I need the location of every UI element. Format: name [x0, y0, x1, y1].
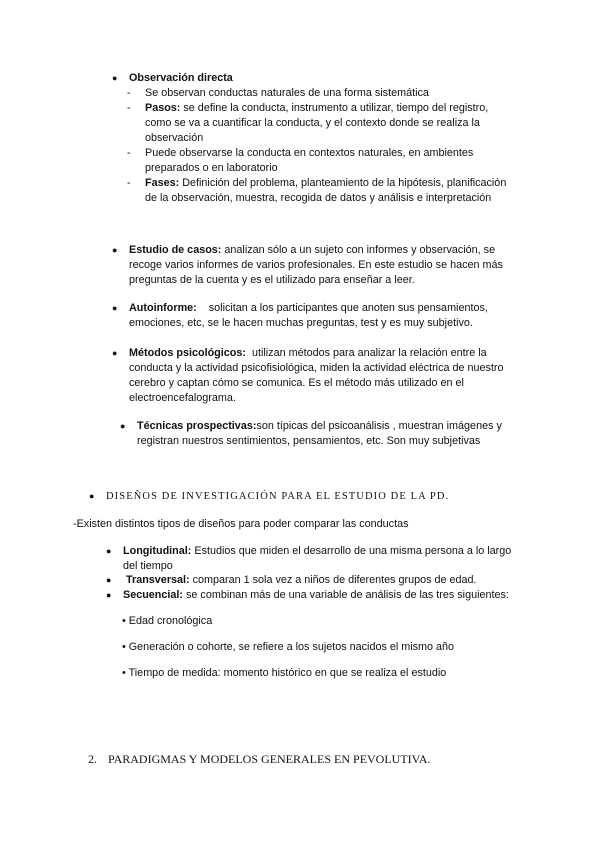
- bullet-icon: ●: [112, 245, 118, 255]
- casos-line-1: Estudio de casos: analizan sólo a un sujeto con informes y observación, se: [129, 244, 496, 256]
- disenos-intro: -Existen distintos tipos de diseños para poder comparar las conductas: [73, 518, 409, 530]
- metodos-line-4: electroencefalograma.: [129, 392, 236, 404]
- bullet-icon: ●: [112, 73, 118, 83]
- dash-icon: -: [127, 177, 131, 189]
- observacion-item-4-line-2: de la observación, muestra, recogida de datos y análisis e interpretación: [145, 192, 492, 204]
- dash-icon: -: [127, 102, 131, 114]
- casos-line-3: preguntas de la cuenta y es el utilizado para enseñar a leer.: [129, 274, 415, 286]
- bullet-icon: ●: [120, 421, 126, 431]
- autoinforme-line-1: Autoinforme: solicitan a los participantes que anoten sus pensamientos,: [129, 302, 488, 314]
- bullet-icon: ●: [106, 575, 112, 585]
- longitudinal-line-2: del tiempo: [123, 560, 173, 572]
- disenos-heading: DISEÑOS DE INVESTIGACIÓN PARA EL ESTUDIO DE LA PD.: [106, 491, 450, 502]
- bullet-icon: ●: [106, 546, 112, 556]
- tecnicas-line-1: Técnicas prospectivas:son típicas del psicoanálisis , muestran imágenes y: [137, 420, 502, 432]
- observacion-item-2-line-2: como se va a cuantificar la conducta, y el contexto donde se realiza la: [145, 117, 480, 129]
- bullet-icon: ●: [112, 348, 118, 358]
- section2-title: PARADIGMAS Y MODELOS GENERALES EN PEVOLUTIVA.: [108, 752, 431, 766]
- observacion-item-2-line-3: observación: [145, 132, 204, 144]
- casos-line-2: recoge varios informes de varios profesionales. En este estudio se hacen más: [129, 259, 503, 271]
- observacion-item-2: Pasos: se define la conducta, instrumento a utilizar, tiempo del registro,: [145, 102, 489, 114]
- section2-number: 2.: [88, 752, 97, 766]
- observacion-item-1: Se observan conductas naturales de una forma sistemática: [145, 87, 429, 99]
- metodos-line-3: cerebro y captan cómo se comunica. Es el método más utilizado en el: [129, 377, 464, 389]
- bullet-icon: ●: [89, 491, 95, 501]
- dash-icon: -: [127, 147, 131, 159]
- observacion-item-3-line-2: preparados o en laboratorio: [145, 162, 278, 174]
- transversal-line: Transversal: comparan 1 sola vez a niños de diferentes grupos de edad.: [126, 574, 477, 586]
- observacion-title: Observación directa: [129, 72, 233, 84]
- bullet-icon: ●: [112, 303, 118, 313]
- autoinforme-line-2: emociones, etc, se le hacen muchas preguntas, test y es muy subjetivo.: [129, 317, 473, 329]
- subitem-edad: • Edad cronológica: [122, 615, 213, 627]
- metodos-line-2: conducta y la actividad psicofisiológica, miden la actividad eléctrica de nuestro: [129, 362, 504, 374]
- longitudinal-line-1: Longitudinal: Estudios que miden el desarrollo de una misma persona a lo largo: [123, 545, 512, 557]
- subitem-generacion: • Generación o cohorte, se refiere a los sujetos nacidos el mismo año: [122, 641, 455, 653]
- observacion-item-4: Fases: Definición del problema, planteamiento de la hipótesis, planificación: [145, 177, 507, 189]
- tecnicas-line-2: registran nuestros sentimientos, pensamientos, etc. Son muy subjetivas: [137, 435, 481, 447]
- metodos-line-1: Métodos psicológicos: utilizan métodos para analizar la relación entre la: [129, 347, 487, 359]
- observacion-item-3: Puede observarse la conducta en contextos naturales, en ambientes: [145, 147, 474, 159]
- secuencial-line: Secuencial: se combinan más de una variable de análisis de las tres siguientes:: [123, 589, 509, 601]
- subitem-tiempo: • Tiempo de medida: momento histórico en que se realiza el estudio: [122, 667, 447, 679]
- dash-icon: -: [127, 87, 131, 99]
- bullet-icon: ●: [106, 590, 112, 600]
